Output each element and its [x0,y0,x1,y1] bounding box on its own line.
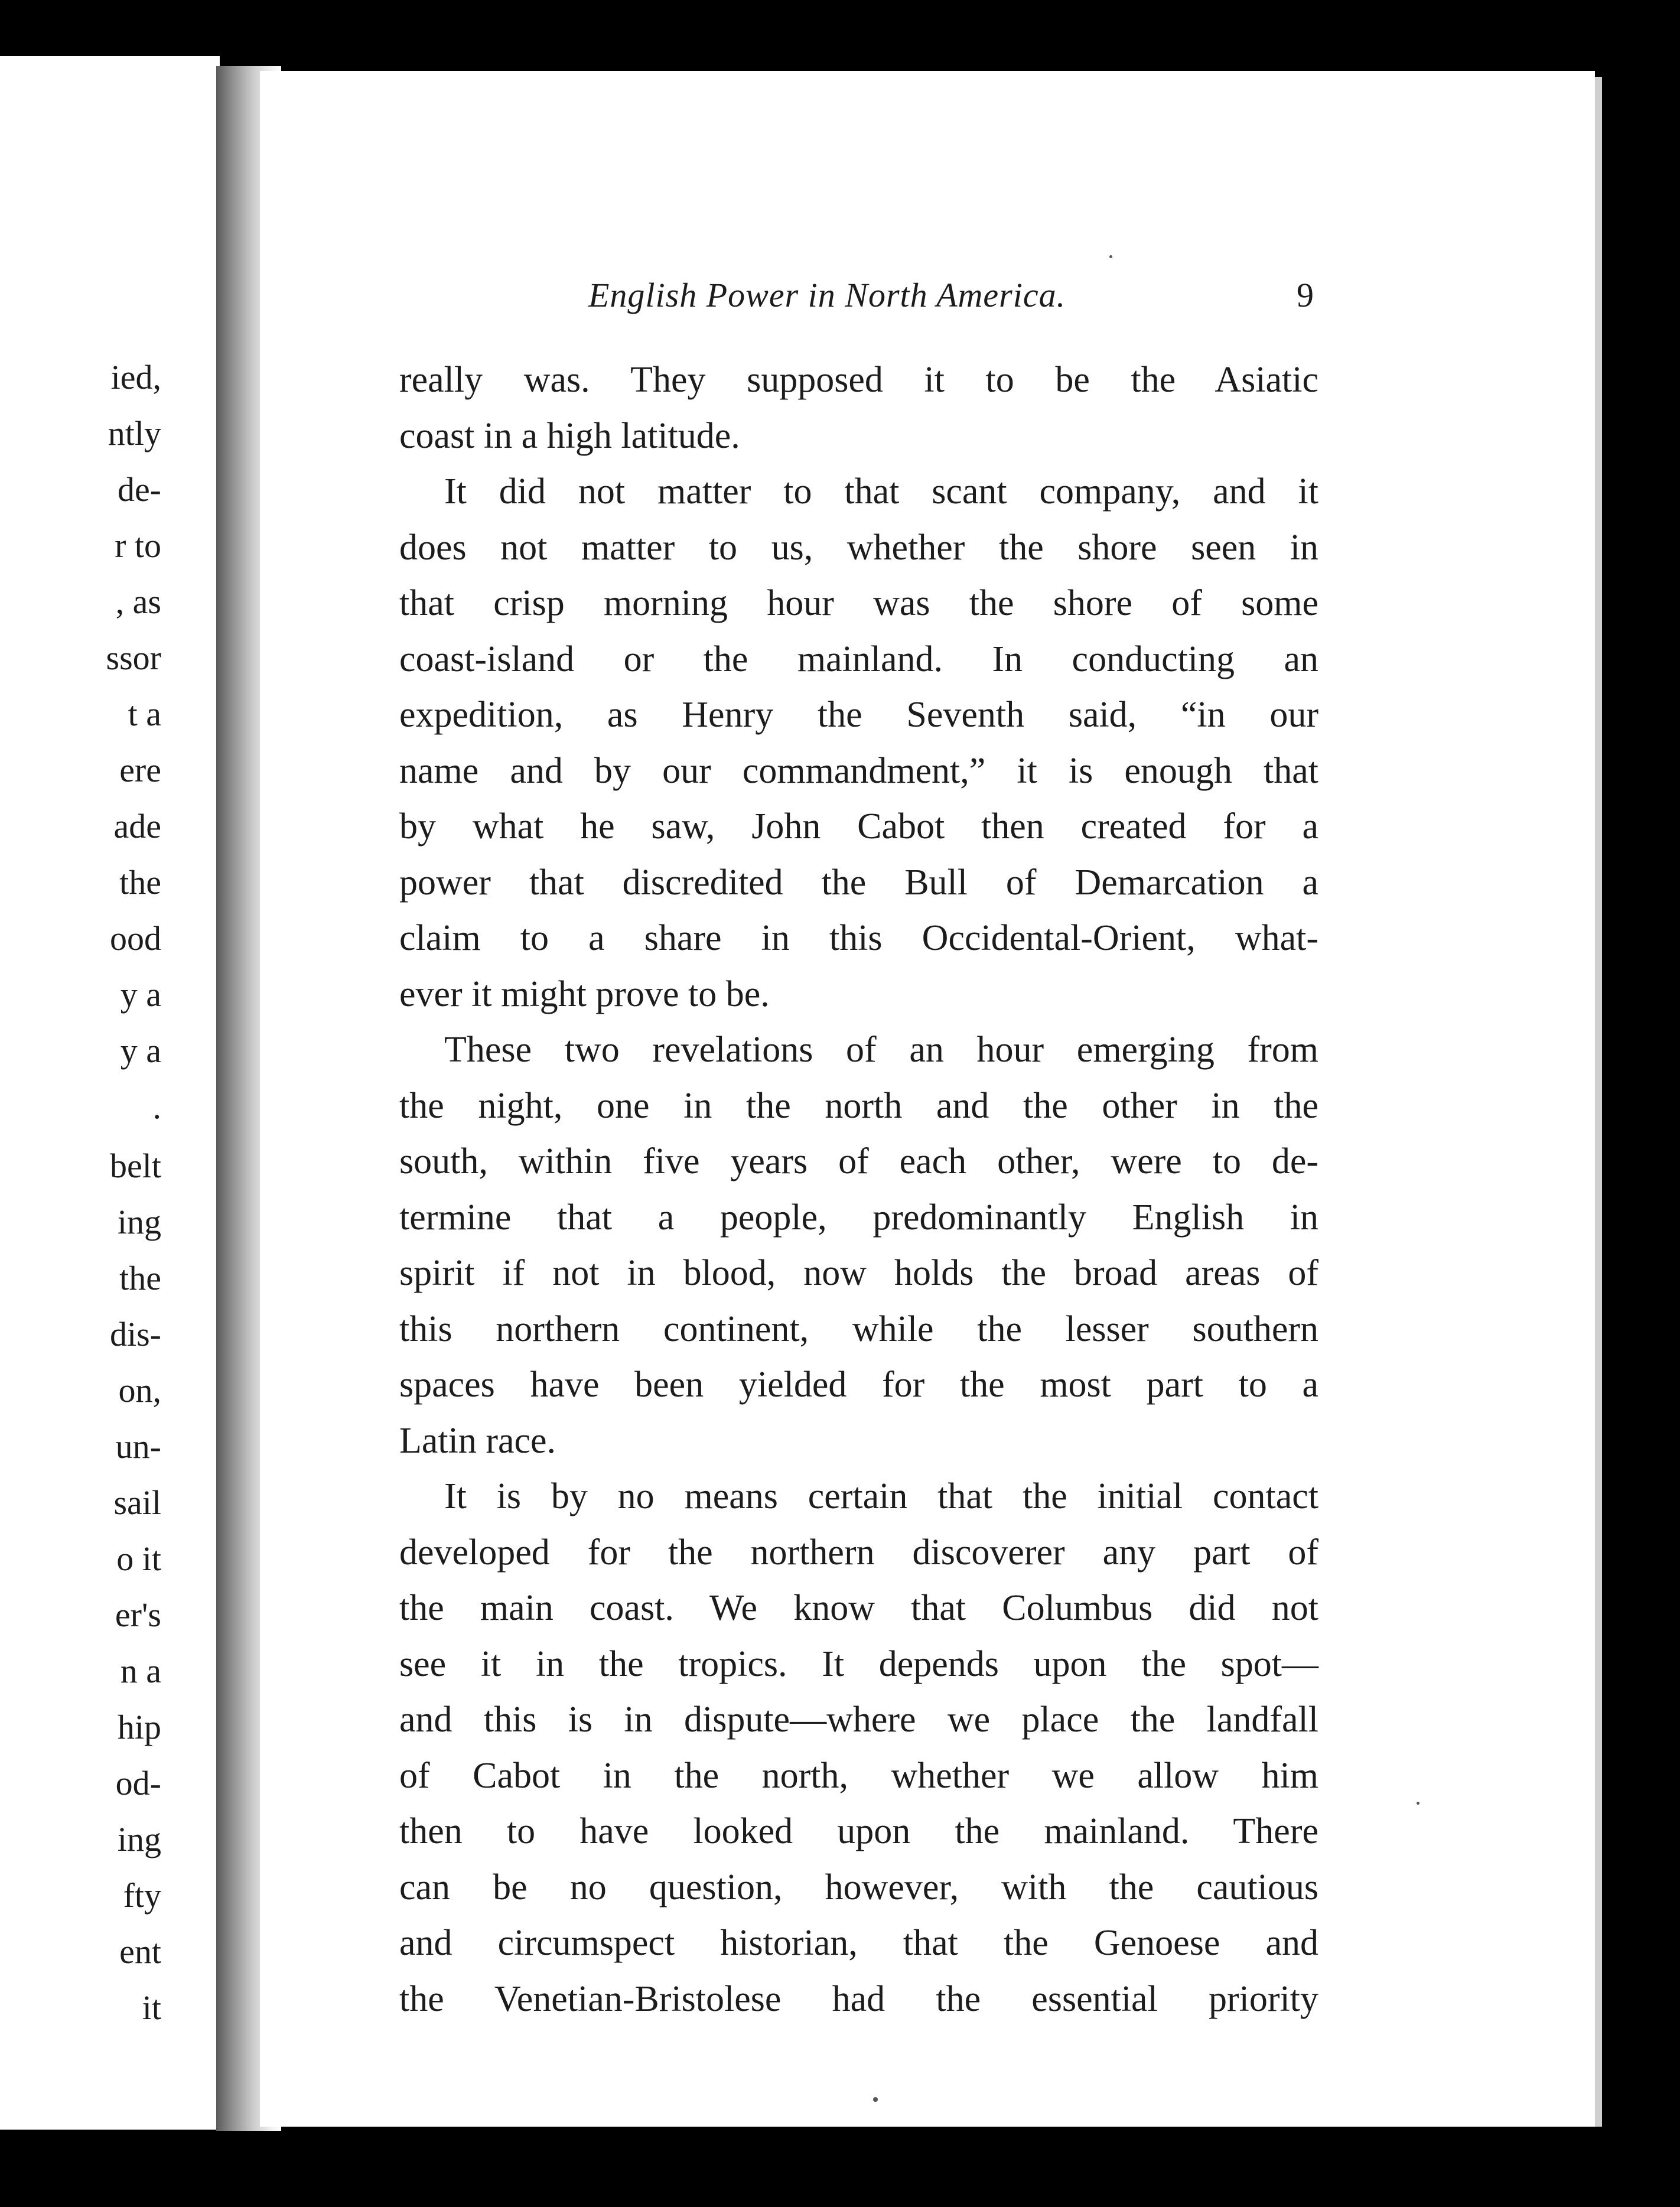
fragment: t a [128,695,161,733]
fragment: ing [117,1820,161,1858]
text-line: and circumspect historian, that the Genoese and [399,1923,1318,1963]
text-line: of Cabot in the north, whether we allow him [399,1755,1318,1796]
text-line: spaces have been yielded for the most part to a [399,1365,1318,1405]
fragment: un- [115,1427,161,1466]
text-line: These two revelations of an hour emerging from [444,1030,1318,1070]
text-line: by what he saw, John Cabot then created for a [399,806,1318,847]
fragment: fty [123,1876,161,1915]
text-line: Latin race. [399,1420,556,1461]
text-line: claim to a share in this Occidental-Orient, what- [399,918,1318,958]
fragment: hip [117,1708,161,1746]
fragment: od- [115,1764,161,1802]
text-line: developed for the northern discoverer any part of [399,1532,1318,1573]
fragment: , as [115,582,161,621]
text-line: coast-island or the mainland. In conducting an [399,639,1318,679]
fragment: ssor [106,639,161,677]
fragment: the [119,863,161,901]
print-speck [1417,1802,1419,1805]
fragment: er's [115,1596,161,1634]
page-edge [1595,77,1602,2127]
fragment: the [119,1259,161,1297]
text-line: It did not matter to that scant company, and it [444,471,1318,512]
fragment: r to [115,526,161,565]
text-line: the night, one in the north and the other in the [399,1085,1318,1126]
fragment: on, [118,1371,161,1410]
fragment: ing [117,1203,161,1241]
text-line: spirit if not in blood, now holds the broad areas of [399,1253,1318,1293]
fragment: ent [119,1932,161,1971]
body-text [399,352,1318,2027]
text-line: that crisp morning hour was the shore of some [399,583,1318,623]
fragment: sail [113,1483,161,1522]
text-line: expedition, as Henry the Seventh said, “in our [399,695,1318,735]
text-line: ever it might prove to be. [399,974,770,1014]
facing-page [0,56,220,2130]
running-title: English Power in North America. [588,276,1066,314]
fragment: belt [110,1147,161,1185]
fragment: ere [119,751,161,789]
text-line: power that discredited the Bull of Demarcation a [399,862,1318,903]
print-speck [873,2097,878,2102]
fragment: de- [117,470,161,509]
fragment: n a [120,1652,161,1690]
fragment: . [152,1088,161,1126]
fragment: dis- [110,1315,161,1353]
text-line: It is by no means certain that the initial contact [444,1476,1318,1516]
text-line: termine that a people, predominantly English in [399,1197,1318,1238]
fragment: ied, [110,358,161,396]
fragment: ood [110,919,161,958]
text-line: name and by our commandment,” it is enough that [399,750,1318,791]
fragment: ntly [108,414,161,453]
fragment: o it [116,1539,161,1578]
fragment: ade [113,807,161,845]
text-line: can be no question, however, with the cautious [399,1867,1318,1907]
text-line: the Venetian-Bristolese had the essential priority [399,1978,1318,2019]
text-line: then to have looked upon the mainland. There [399,1811,1318,1851]
fragment: y a [120,975,161,1014]
text-line: this northern continent, while the lesser southern [399,1308,1318,1349]
fragment: it [142,1988,161,2027]
text-line: see it in the tropics. It depends upon the spot— [399,1643,1318,1684]
page-number: 9 [1297,276,1314,314]
fragment: y a [120,1031,161,1070]
text-line: really was. They supposed it to be the Asiatic [399,360,1318,400]
text-line: and this is in dispute—where we place the landfall [399,1700,1318,1740]
text-line: the main coast. We know that Columbus did not [399,1588,1318,1628]
print-speck [1109,255,1112,258]
text-line: coast in a high latitude. [399,415,740,456]
text-line: south, within five years of each other, were to de- [399,1141,1318,1181]
text-line: does not matter to us, whether the shore seen in [399,527,1318,568]
